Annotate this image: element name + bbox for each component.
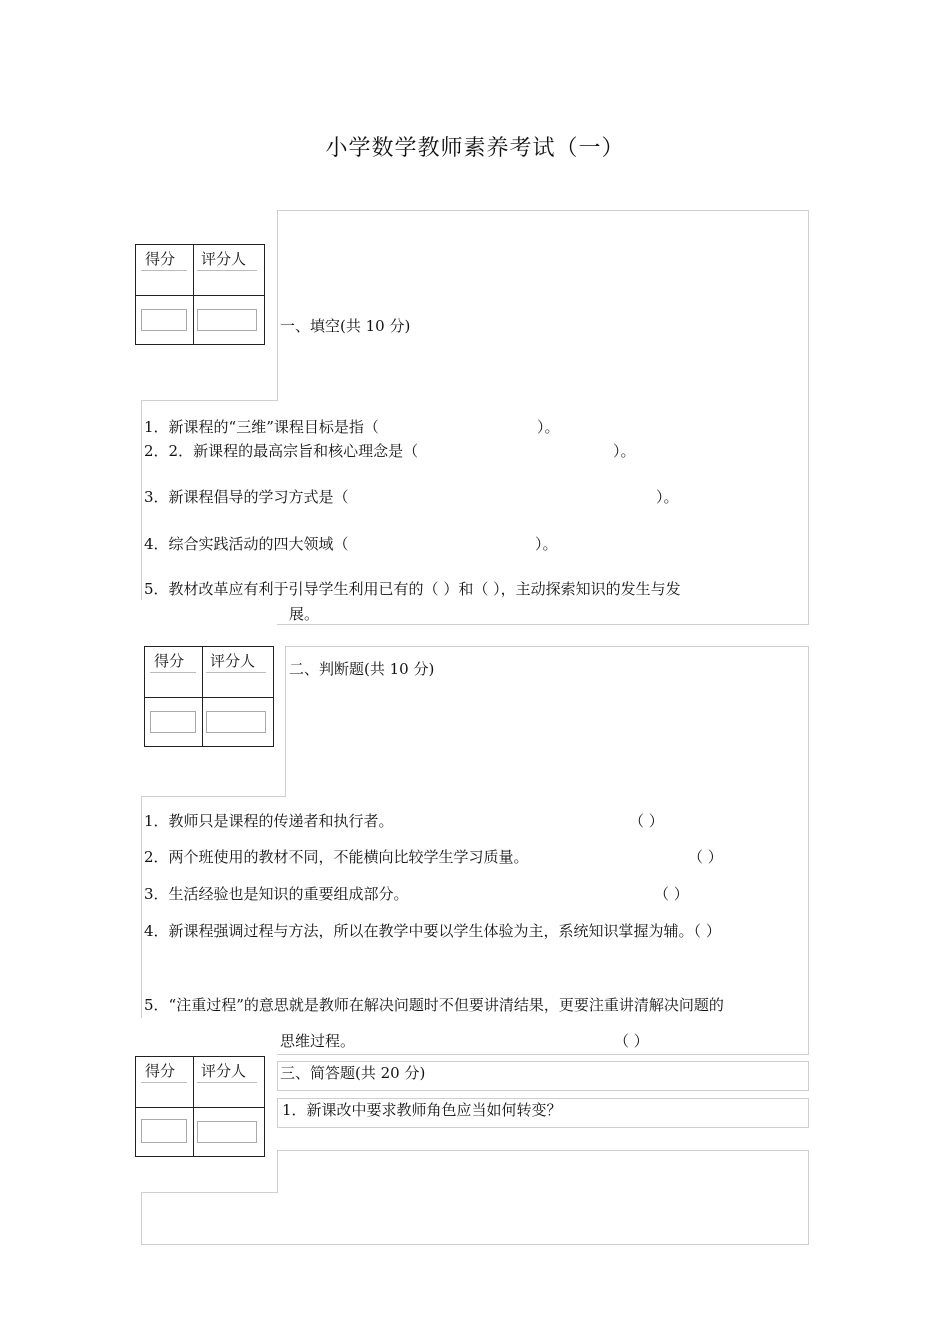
grader-input[interactable] (197, 1121, 257, 1143)
score-table (135, 244, 265, 345)
question-blank-close: ）。 (656, 488, 679, 506)
question-text: 3．新课程倡导的学习方式是（ (144, 488, 349, 506)
grader-input[interactable] (206, 711, 266, 733)
page-title: 小学数学教师素养考试（一） (325, 136, 625, 161)
question-text: 2．2．新课程的最高宗旨和核心理念是（ (144, 442, 419, 460)
question-text: 5．教材改革应有利于引导学生利用已有的（ ）和（ ），主动探索知识的发生与发 (144, 580, 681, 598)
score-table (135, 1056, 265, 1157)
answer-bracket: （ ） (654, 885, 689, 903)
question-text: 4．综合实践活动的四大领域（ (144, 535, 349, 553)
question-text: 1．教师只是课程的传递者和执行者。 (144, 812, 394, 830)
question-text: 1．新课程的“三维”课程目标是指（ (144, 418, 379, 436)
grader-label: 评分人 (210, 652, 256, 670)
score-input[interactable] (150, 711, 196, 733)
question-text: 1．新课改中要求教师角色应当如何转变？ (282, 1101, 562, 1119)
score-label: 得分 (145, 1062, 176, 1080)
section-heading: 三、简答题(共 20 分) (280, 1064, 426, 1082)
score-label: 得分 (145, 250, 176, 268)
answer-bracket: （ ） (614, 1032, 649, 1050)
question-blank-close: ）。 (613, 442, 636, 460)
section-heading: 二、判断题(共 10 分) (289, 660, 435, 678)
score-input[interactable] (141, 309, 187, 331)
answer-bracket: （ ） (629, 812, 664, 830)
score-input[interactable] (141, 1119, 187, 1143)
grader-input[interactable] (197, 309, 257, 331)
question-text: 5．“注重过程”的意思就是教师在解决问题时不但要讲清结果，更要注重讲清解决问题的 (144, 996, 724, 1014)
question-text: 3．生活经验也是知识的重要组成部分。 (144, 885, 409, 903)
score-table (144, 646, 274, 747)
grader-label: 评分人 (201, 1062, 247, 1080)
question-text-continued: 思维过程。 (280, 1032, 356, 1050)
question-text-continued: 展。 (289, 605, 320, 623)
section-heading: 一、填空(共 10 分) (280, 317, 411, 335)
score-label: 得分 (154, 652, 185, 670)
question-text: 2．两个班使用的教材不同，不能横向比较学生学习质量。 (144, 848, 529, 866)
answer-bracket: （ ） (688, 848, 723, 866)
question-blank-close: ）。 (537, 418, 560, 436)
grader-label: 评分人 (201, 250, 247, 268)
question-text: 4．新课程强调过程与方法，所以在教学中要以学生体验为主，系统知识掌握为辅。（ ） (144, 922, 721, 940)
answer-area[interactable] (142, 1193, 808, 1243)
question-blank-close: ）。 (535, 535, 558, 553)
